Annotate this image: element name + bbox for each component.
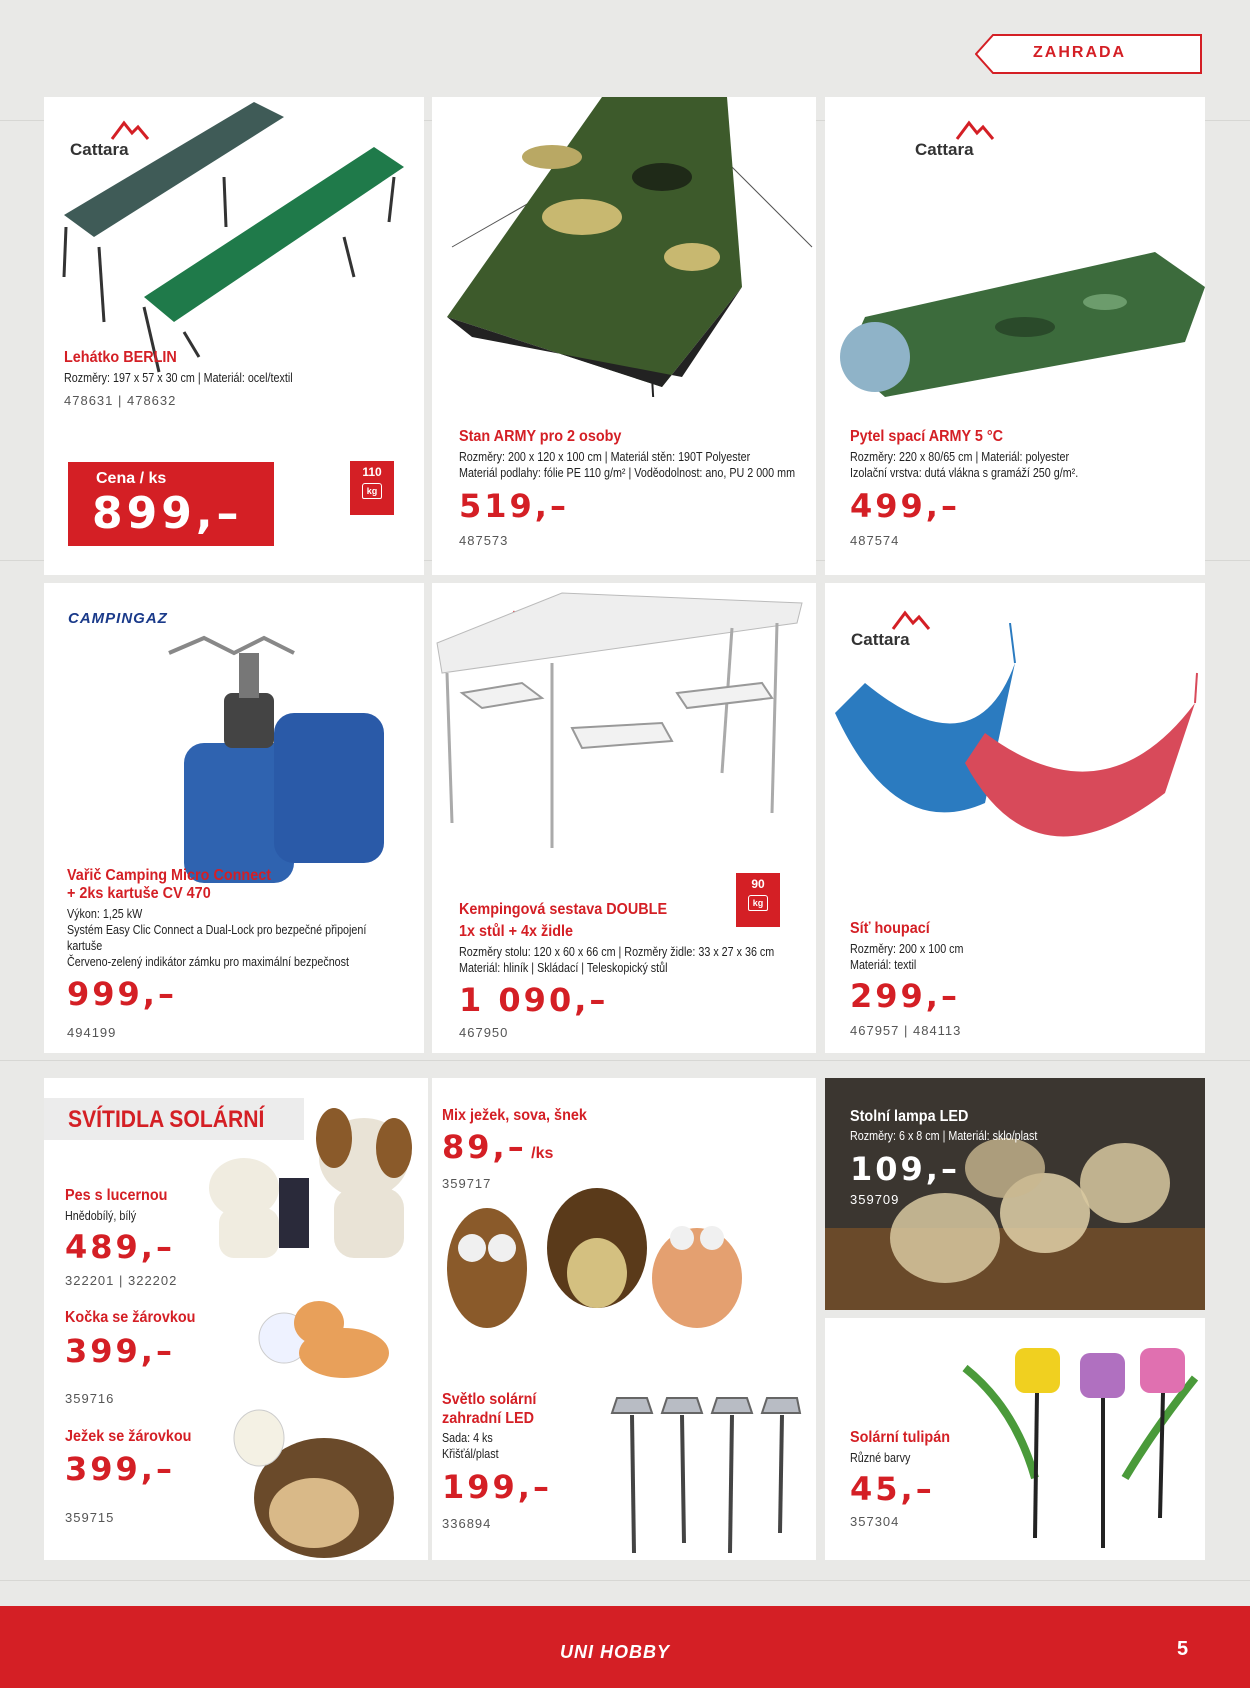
panel-lehatko xyxy=(44,97,424,575)
product-spec-2: Materiál: textil xyxy=(850,958,917,972)
hedgehog-bulb-image xyxy=(214,1398,404,1558)
cattara-logo xyxy=(915,117,1005,165)
load-badge xyxy=(350,461,394,515)
weight-icon: kg xyxy=(748,895,768,911)
product-title: Pytel spací ARMY 5 °C xyxy=(850,428,1004,445)
panel-svitidla xyxy=(44,1078,428,1560)
price-with-unit xyxy=(442,1130,553,1164)
product-code: 357304 xyxy=(850,1514,900,1529)
product-code: 359715 xyxy=(65,1510,115,1525)
product-spec-2: Materiál: hliník | Skládací | Teleskopický stůl xyxy=(459,961,668,975)
lounger-image xyxy=(44,97,424,387)
product-spec-3: kartuše xyxy=(67,939,103,953)
campingaz-logo: CAMPINGAZ xyxy=(68,610,168,627)
product-spec-1: Rozměry: 220 x 80/65 cm | Materiál: polyester xyxy=(850,450,1070,464)
page-number: 5 xyxy=(1177,1638,1189,1660)
product-code: 487574 xyxy=(850,533,900,548)
price-label: Cena / ks xyxy=(96,470,167,487)
section-tab-label: ZAHRADA xyxy=(1033,44,1127,61)
camping-set-image xyxy=(432,583,816,873)
section-tab[interactable] xyxy=(975,34,1203,74)
product-spec-1: Rozměry: 6 x 8 cm | Materiál: sklo/plast xyxy=(850,1129,1038,1143)
product-title-1: Vařič Camping Micro Connect xyxy=(67,867,272,884)
category-banner-label: SVÍTIDLA SOLÁRNÍ xyxy=(68,1106,265,1133)
product-spec-2: Izolační vrstva: dutá vlákna s gramáží 250 g/m². xyxy=(850,466,1079,480)
product-title-1: Světlo solární xyxy=(442,1391,537,1408)
stove-image xyxy=(164,633,394,883)
dog-lantern-image xyxy=(194,1088,428,1268)
product-spec-2: Křišťál/plast xyxy=(442,1447,499,1461)
product-spec: Rozměry: 197 x 57 x 30 cm | Materiál: ocel/textil xyxy=(64,371,293,385)
product-title-1: Kempingová sestava DOUBLE xyxy=(459,901,668,918)
weight-icon: kg xyxy=(362,483,382,499)
product-spec-2: Materiál podlahy: fólie PE 110 g/m² | Voděodolnost: ano, PU 2 000 mm xyxy=(459,466,796,480)
product-price: 1 090,– xyxy=(459,981,609,1019)
panel-sestava xyxy=(432,583,816,1053)
panel-stan xyxy=(432,97,816,575)
product-title: Síť houpací xyxy=(850,920,930,937)
cattara-logo-text: Cattara xyxy=(851,630,910,649)
sleeping-bag-image xyxy=(825,247,1205,407)
product-price: 45,– xyxy=(850,1470,935,1508)
cattara-logo-text: Cattara xyxy=(915,140,974,159)
product-code: 487573 xyxy=(459,533,509,548)
panel-sit xyxy=(825,583,1205,1053)
product-price: 999,– xyxy=(67,975,177,1013)
tent-image xyxy=(432,97,816,397)
product-code: 467957 | 484113 xyxy=(850,1023,962,1038)
product-price: 519,– xyxy=(459,487,569,525)
product-price: 199,– xyxy=(442,1468,552,1506)
product-spec-1: Hnědobílý, bílý xyxy=(65,1209,137,1223)
product-price: 109,– xyxy=(850,1150,960,1188)
product-code: 478631 | 478632 xyxy=(64,393,177,408)
panel-mix xyxy=(432,1078,816,1560)
product-spec-2: Systém Easy Clic Connect a Dual-Lock pro bezpečné připojení xyxy=(67,923,367,937)
panel-lampa xyxy=(825,1078,1205,1310)
product-title: Stolní lampa LED xyxy=(850,1108,969,1125)
tulip-image xyxy=(955,1338,1205,1548)
panel-pytel xyxy=(825,97,1205,575)
product-code: 359716 xyxy=(65,1391,115,1406)
price-value: 899,– xyxy=(92,488,243,539)
product-code: 322201 | 322202 xyxy=(65,1273,178,1288)
load-value: 110 xyxy=(362,465,382,479)
product-price: 399,– xyxy=(65,1332,175,1370)
cat-bulb-image xyxy=(224,1283,404,1393)
product-spec-1: Různé barvy xyxy=(850,1451,911,1465)
product-title: Lehátko BERLIN xyxy=(64,349,177,366)
product-title: Pes s lucernou xyxy=(65,1187,168,1204)
product-code: 359717 xyxy=(442,1176,492,1191)
product-title: Stan ARMY pro 2 osoby xyxy=(459,428,622,445)
product-price: 499,– xyxy=(850,487,960,525)
cattara-logo-text: Cattara xyxy=(70,140,129,159)
product-price: 299,– xyxy=(850,977,960,1015)
product-spec-4: Červeno-zelený indikátor zámku pro maximální bezpečnost xyxy=(67,955,350,969)
product-price: 399,– xyxy=(65,1450,175,1488)
product-title: Ježek se žárovkou xyxy=(65,1428,192,1445)
unihobby-logo-text: UNI HOBBY xyxy=(560,1642,671,1662)
panel-tulipan xyxy=(825,1318,1205,1560)
product-price: 89,– xyxy=(442,1128,527,1166)
product-code: 336894 xyxy=(442,1516,492,1531)
hammock-image xyxy=(825,623,1205,863)
product-spec-1: Rozměry: 200 x 120 x 100 cm | Materiál stěn: 190T Polyester xyxy=(459,450,751,464)
product-title: Solární tulipán xyxy=(850,1429,951,1446)
product-code: 467950 xyxy=(459,1025,509,1040)
garden-lights-image xyxy=(602,1393,802,1560)
load-badge xyxy=(736,873,780,927)
unihobby-logo xyxy=(560,1642,670,1663)
product-code: 494199 xyxy=(67,1025,117,1040)
product-price: 489,– xyxy=(65,1228,175,1266)
product-title-2: + 2ks kartuše CV 470 xyxy=(67,885,211,902)
product-spec-1: Rozměry stolu: 120 x 60 x 66 cm | Rozměry židle: 33 x 27 x 36 cm xyxy=(459,945,775,959)
product-title-2: zahradní LED xyxy=(442,1410,535,1427)
price-box xyxy=(68,462,274,546)
footer-bar xyxy=(0,1606,1250,1688)
product-title: Mix ježek, sova, šnek xyxy=(442,1107,587,1124)
owl-hedgehog-snail-image xyxy=(432,1168,816,1338)
load-value: 90 xyxy=(751,877,765,891)
product-title: Kočka se žárovkou xyxy=(65,1309,196,1326)
product-spec-1: Výkon: 1,25 kW xyxy=(67,907,143,921)
price-unit: /ks xyxy=(531,1145,554,1162)
product-code: 359709 xyxy=(850,1192,900,1207)
panel-varic xyxy=(44,583,424,1053)
product-title-2: 1x stůl + 4x židle xyxy=(459,923,574,940)
product-spec-1: Rozměry: 200 x 100 cm xyxy=(850,942,964,956)
product-spec-1: Sada: 4 ks xyxy=(442,1431,493,1445)
